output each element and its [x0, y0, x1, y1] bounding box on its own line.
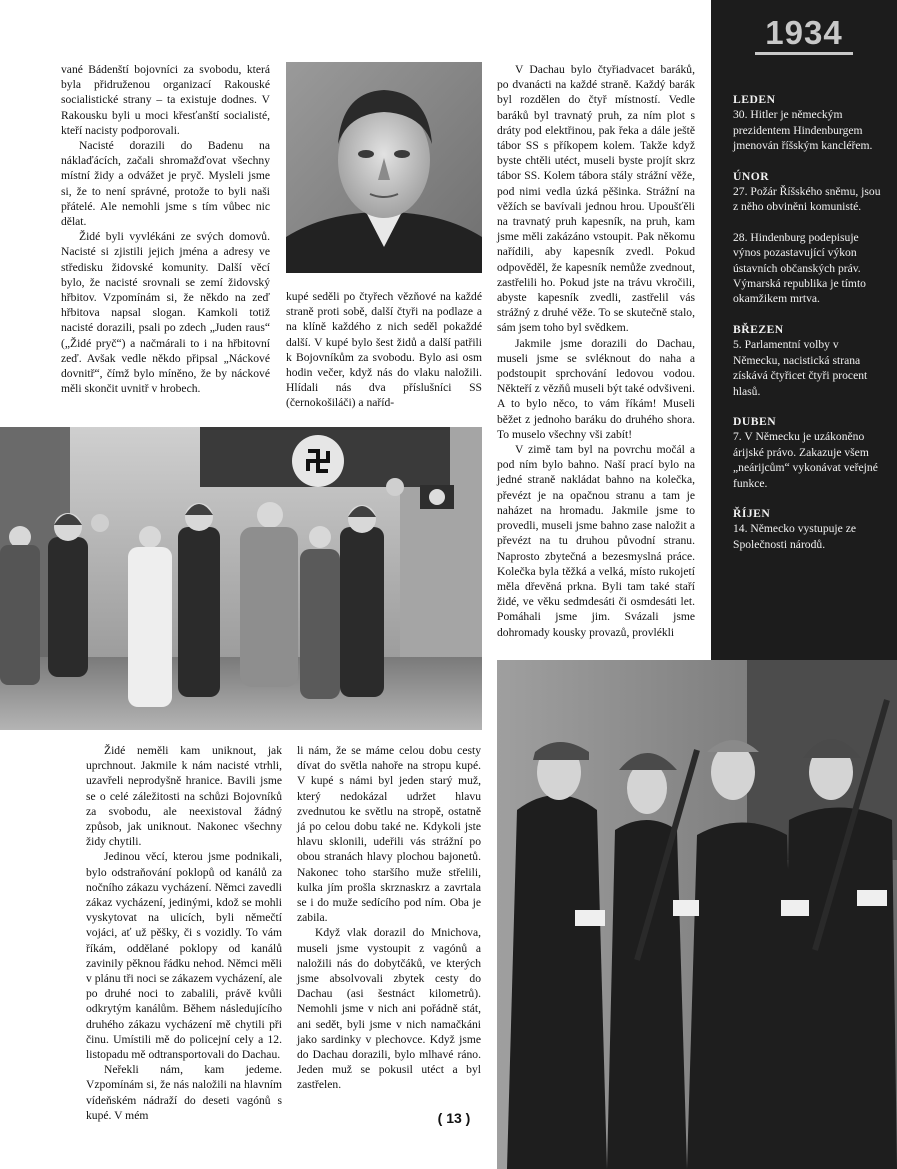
event-text: 27. Požár Říšského sněmu, jsou z něho obviněni komunisté. — [733, 185, 881, 214]
column-3-top — [497, 62, 695, 640]
portrait-photo — [286, 62, 482, 273]
month-heading: ÚNOR — [733, 169, 770, 183]
year-heading: 1934 — [765, 14, 843, 51]
paragraph: Neřekli nám, kam jedeme. Vzpomínám si, že nás naložili na hlavním vídeňském nádraží do deseti vagónů s kupé. V mém — [86, 1063, 282, 1122]
month-heading: LEDEN — [733, 93, 776, 106]
soldiers-photo — [497, 660, 897, 1169]
paragraph: kupé seděli po čtyřech vězňové na každé straně proti sobě, další čtyři na podlaze a na klíně každého z nich seděl pokaždé další. V kupé bylo šest židů a další patřili k Bojovníkům za svobodu. Bylo asi osm hodin večer, když nás do vlaku naložili. Hlídali nás dva příslušníci SS (černokošiláči) a naříd- — [286, 290, 482, 410]
paragraph: Když vlak dorazil do Mnichova, museli jsme vystoupit z vagónů a naložili nás do dobytčáků, ve kterých jsme absolvovali zbytek cesty do Dachau (asi šestnáct kilometrů). Nemohli jsme v nich ani pořádně stát, ani sedět, byli jsme v nich namačkáni jako sardinky v plechovce. Když jsme do Dachau dorazili, bylo mlhavé ráno. Jeden muž se pokusil utéct a byl zastřelen. — [297, 926, 481, 1092]
column-1-bottom — [86, 743, 282, 1123]
paragraph: Jedinou věcí, kterou jsme podnikali, bylo odstraňování poklopů od kanálů za nočního zákazu vycházení. Němci zavedli zákaz vycházení, jedinými, kdož se mohli vyskytovat na ulicích, byli němečtí vojáci, ať už pěšky, či s vozidly. To vám říkám, oddělané poklopy od kanálů zavinily pěknou řádku nehod. Němci měli v plánu tři noci se zákazem vycházení, ale po druhé noci to zabalili, právě kvůli odkrytým kanálům. Během následujícího druhého zákazu vycházení mě chytili při činu. Umístili mě do policejní cely a 12. listopadu mě odtransportovali do Dachau. — [86, 850, 282, 1062]
column-2-top — [286, 289, 482, 411]
month-heading: DUBEN — [733, 414, 777, 428]
paragraph: V zimě tam byl na povrchu močál a pod ním bylo bahno. Naší prací bylo na jedné straně nakládat bahno na kolečka, převézt je na opačnou stranu a tam je naházet na hromadu. Jakmile jsme to provedli, museli jsme bahno zase naložit a převézt na tu druhou původní stranu. Naprosto zbytečná a bezesmyslná práce. Kolečka byla těžká a velká, místo rukojetí měla dřevěná prkna. Byli tam také staří židé, ve věku sedmdesáti či osmdesáti let. Pomáhali jsme jim. Svázali jsme dohromady kousky provazů, provlékli — [497, 443, 695, 639]
month-heading: BŘEZEN — [733, 322, 784, 336]
paragraph: vané Bádenští bojovníci za svobodu, která byla přidruženou organizací Rakouské socialistické strany – ta existuje dodnes. V Rakousku byli u moci křesťanští socialisté, kteří nacisty podporovali. — [61, 63, 270, 137]
paragraph: li nám, že se máme celou dobu cesty dívat do světla nahoře na stropu kupé. V kupé s námi byl jeden starý muž, který nedokázal udržet hlavu zvednutou ke světlu na stropě, ostatně já po celou dobu také ne. Kdykoli jste hlavu sklonili, udeřili vás strážní po obou stranách hlavy plochou bajonetů. Nakonec toho staršího muže střelili, kulka jím prošla skrznaskrz a zavrtala se i do muže sedícího pod ním. Oba je zabila. — [297, 744, 481, 925]
page-number: ( 13 ) — [437, 1110, 471, 1126]
event-text: 30. Hitler je německým prezidentem Hindenburgem jmenován říšským kancléřem. — [733, 108, 873, 153]
paragraph: Nacisté dorazili do Badenu na náklaďácích, začali shromažďovat všechny místní židy a odvážet je pryč. Mysleli jsme si, že to není správné, protože to byli naši přátelé. Ale nemohli jsme s tím vůbec nic dělat. — [61, 139, 270, 229]
year-underline — [755, 52, 853, 55]
parade-photo — [0, 427, 482, 730]
event-text: 5. Parlamentní volby v Německu, nacistická strana získává čtyřicet čtyři procent hlasů. — [733, 338, 868, 398]
event-text: 28. Hindenburg podepisuje výnos pozastavující výkon ústavních občanských práv. Výmarská republika je tímto okamžikem mrtva. — [733, 230, 866, 306]
timeline-events — [733, 92, 881, 567]
paragraph: V Dachau bylo čtyřiadvacet baráků, po dvanácti na každé straně. Každý barák byl rozdělen do čtyř místností. Vedle baráků byl travnatý pruh, za ním plot s dráty pod elektřinou, pak řeka a dále ještě tábor SS s příkopem kolem. Takže když byste chtěli utéct, museli byste projít skrz tábor SS. Kolem tábora stály strážní věže, pod nimi vedla úzká pěšinka. Strážní na věžích se bavívali jednou hrou. Upoušťěli na travnatý pruh kapesník, na pruh, kam jsme měli zakázáno vstoupit. Pak někomu nařídili, aby kapesník zvedl. Pokud odpověděl, že kapesník nemůže zvednout, zastřelili ho. Pokud jste na trávu vkročili, abyste kapesník zvedli, zastřelil vás strážný z druhé věže. To se skutečně stalo, sám jsem toho byl svědkem. — [497, 63, 695, 335]
month-heading: ŘÍJEN — [733, 506, 771, 520]
timeline-sidebar — [711, 0, 897, 660]
column-1-top — [61, 62, 270, 396]
paragraph: Židé neměli kam uniknout, jak uprchnout. Jakmile k nám nacisté vtrhli, uzavřeli neprodyšně hranice. Bavili jsme se o celé záležitosti na schůzi Bojovníků za svobodu, ale neexistoval žádný způsob, jak uniknout. Nakonec všechny židy chytili. — [86, 744, 282, 849]
paragraph: Židé byli vyvlékáni ze svých domovů. Nacisté si zjistili jejich jména a adresy ve středisku židovské komunity. Další věcí bylo, že nacisté srovnali se zemí židovský hřbitov. Vzpomínám si, že někdo na zeď hřbitova napsal slogan. Kamkoli totiž nacisté dorazili, psali po zdech „Juden raus“ („Židé pryč“) a načmárali to i na hřbitovní zeď. Avšak vedle někdo připsal „Náckové dovnitř“, čímž bylo míněno, že by náckové měli skončit uvnitř v hrobech. — [61, 230, 270, 396]
event-text: 7. V Německu je uzákoněno árijské právo. Zakazuje všem „neárijcům“ vykonávat veřejné funkce. — [733, 430, 878, 490]
column-2-bottom — [297, 743, 481, 1093]
paragraph: Jakmile jsme dorazili do Dachau, museli jsme se svléknout do naha a podstoupit sprchování ledovou vodou. Někteří z vězňů museli být také odvšiveni. A to bylo něco, to vám říkám! Museli běžet z jednoho baráku do druhého shora. To muselo všechny vši zabít! — [497, 336, 696, 441]
event-text: 14. Německo vystupuje ze Společnosti národů. — [733, 522, 856, 551]
